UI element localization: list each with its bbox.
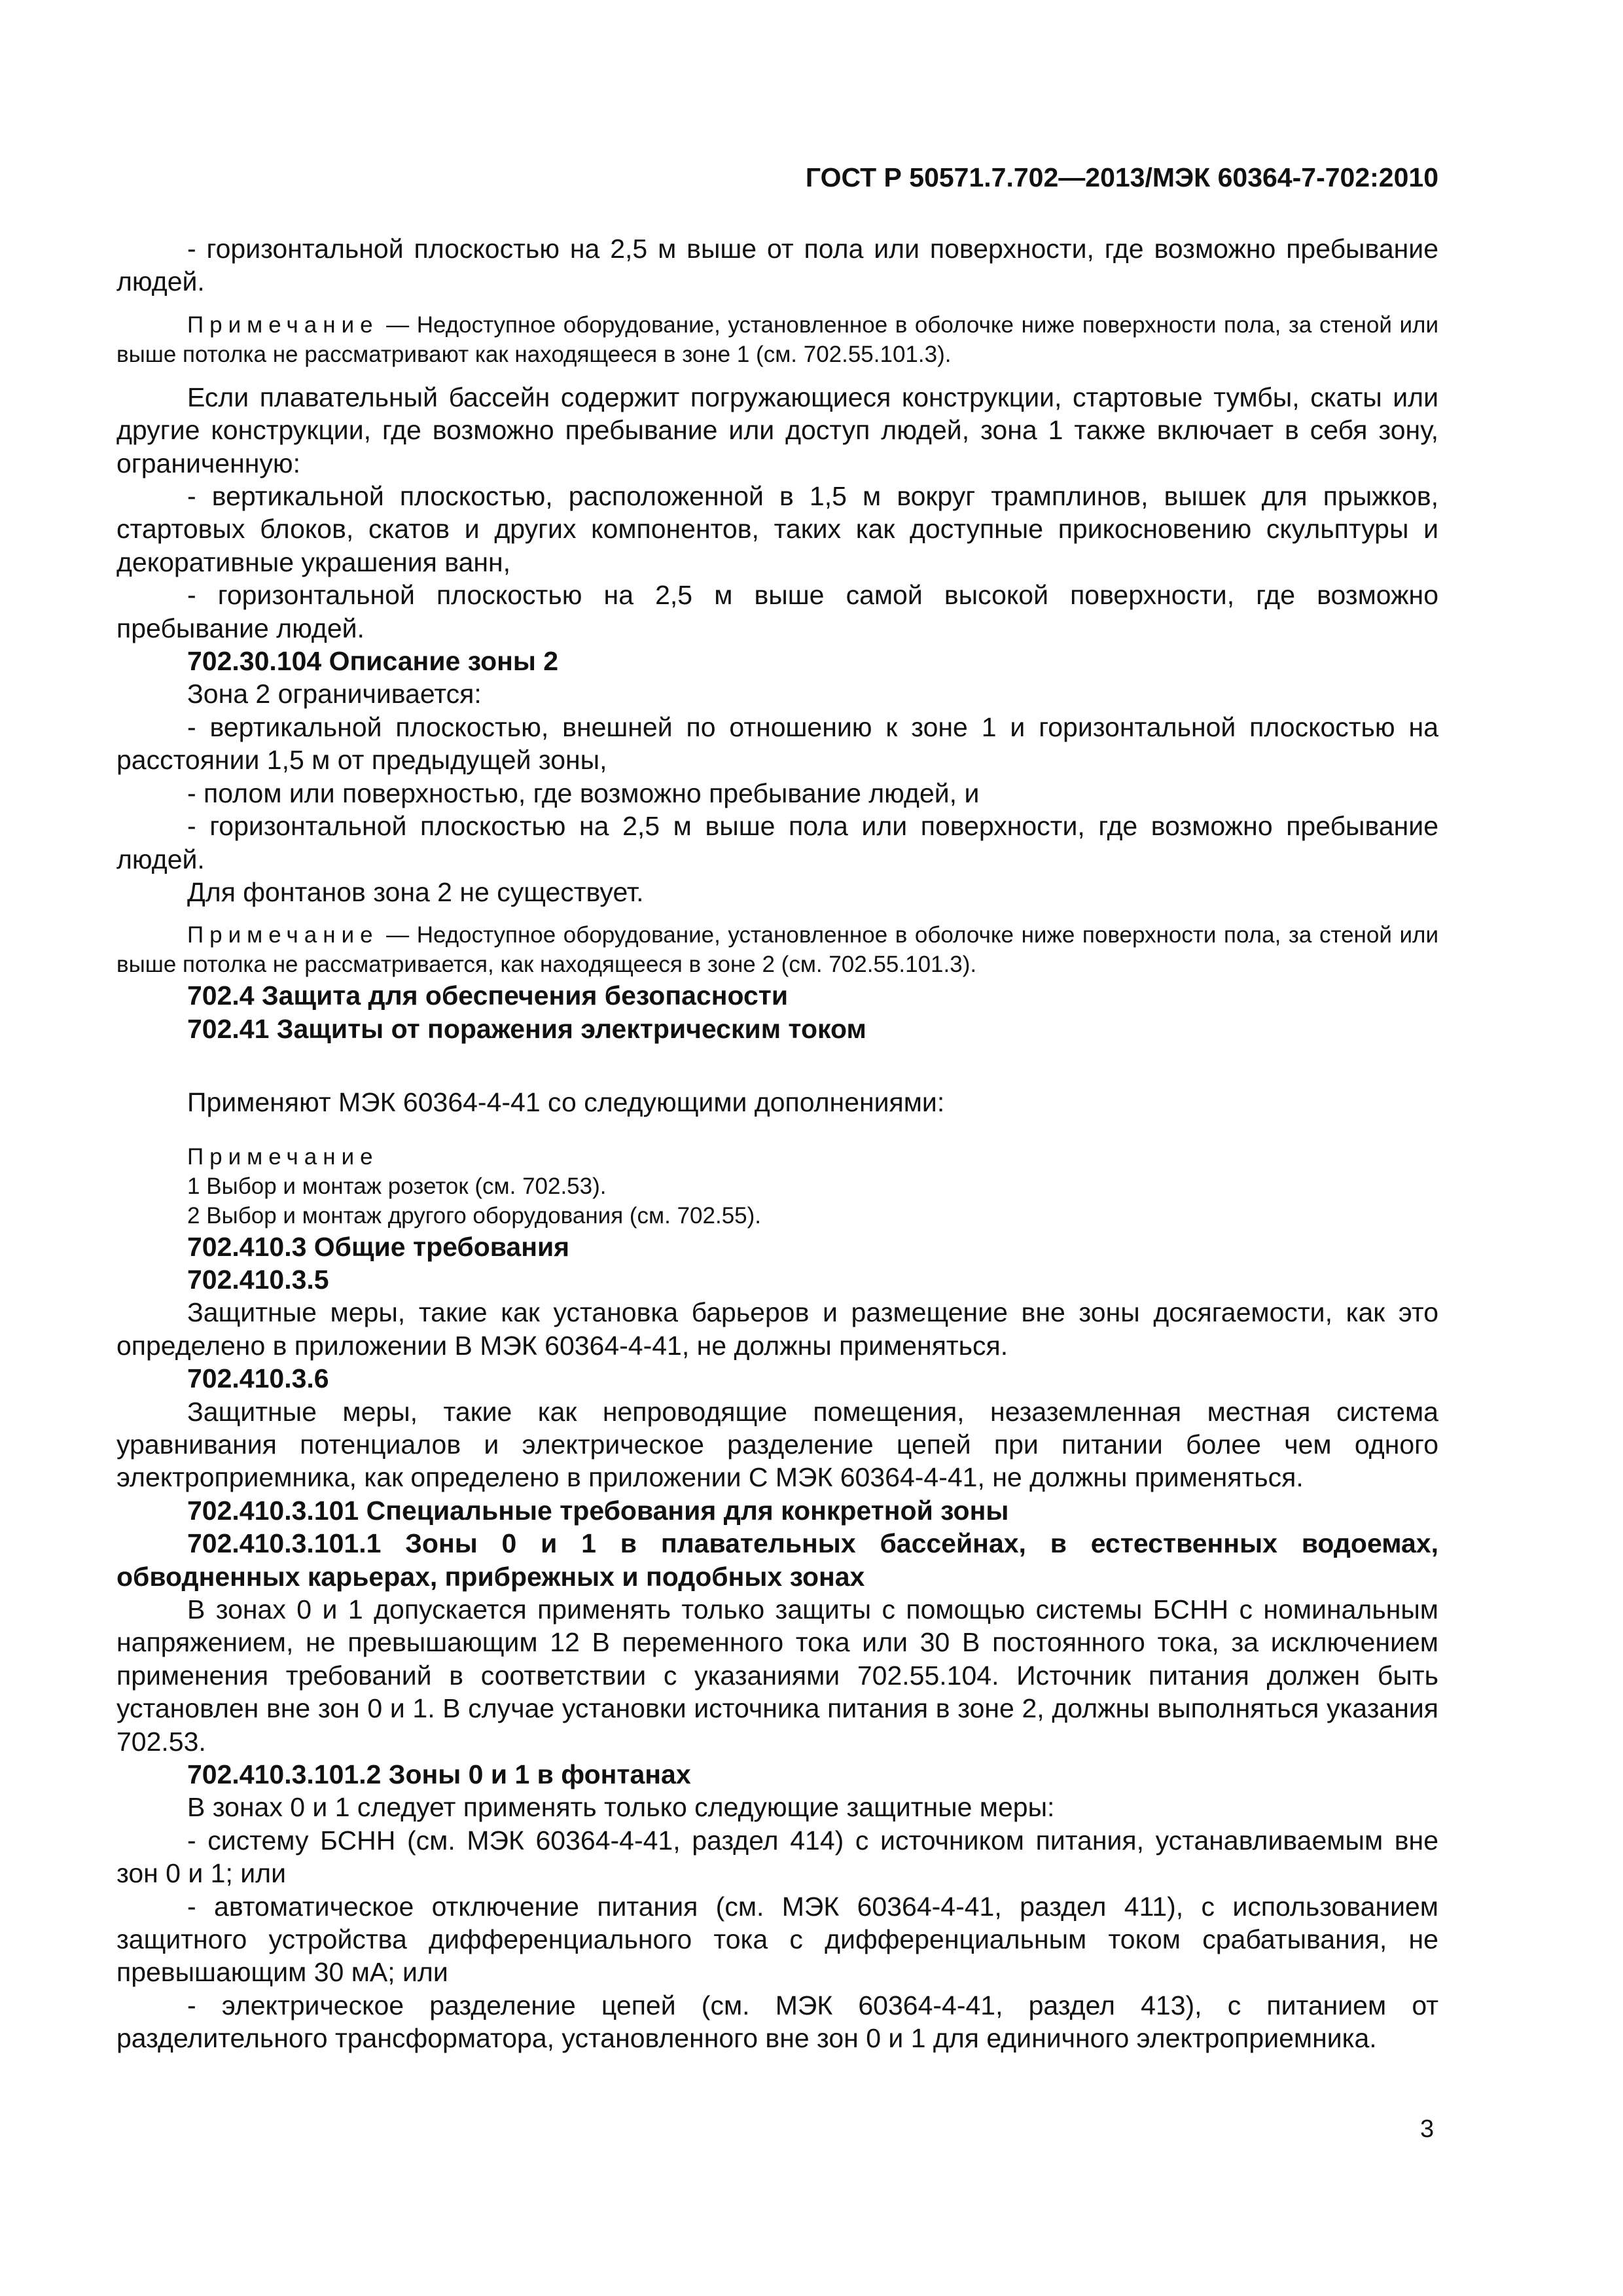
- list-item: - электрическое разделение цепей (см. МЭК 60364-4-41, раздел 413), с питанием от разделительного трансформатора, установленного вне зон 0 и 1 для единичного электроприемника.: [116, 1990, 1438, 2054]
- paragraph: Защитные меры, такие как непроводящие помещения, незаземленная местная система уравнивания потенциалов и электрическое разделение цепей при питании более чем одного электроприемника, как определено в приложении С МЭК 60364-4-41, не должны применяться.: [116, 1396, 1438, 1493]
- section-heading: 702.410.3.6: [187, 1363, 329, 1394]
- list-item: - горизонтальной плоскостью на 2,5 м выше самой высокой поверхности, где возможно пребывание людей.: [116, 580, 1438, 643]
- list-item: - горизонтальной плоскостью на 2,5 м выше пола или поверхности, где возможно пребывание людей.: [116, 811, 1438, 874]
- note-label-text: Примечание: [187, 1143, 379, 1170]
- note-item: 1 Выбор и монтаж розеток (см. 702.53).: [187, 1173, 607, 1199]
- note: [116, 310, 1438, 369]
- list-item: - автоматическое отключение питания (см. МЭК 60364-4-41, раздел 411), с использованием защитного устройства дифференциального тока с дифференциальным током срабатывания, не превышающим 30 мА; или: [116, 1891, 1438, 1988]
- paragraph: Для фонтанов зона 2 не существует.: [187, 876, 644, 907]
- section-heading: 702.410.3.101.2 Зоны 0 и 1 в фонтанах: [187, 1759, 691, 1790]
- paragraph: Применяют МЭК 60364-4-41 со следующими дополнениями:: [187, 1087, 945, 1118]
- section-heading: 702.410.3.5: [187, 1264, 329, 1295]
- note-label: Примечание: [187, 922, 379, 948]
- section-heading: 702.410.3.101 Специальные требования для конкретной зоны: [187, 1495, 1009, 1526]
- note-label: Примечание: [187, 312, 379, 338]
- paragraph: - горизонтальной плоскостью на 2,5 м выше от пола или поверхности, где возможно пребывание людей.: [116, 234, 1438, 297]
- paragraph: В зонах 0 и 1 следует применять только следующие защитные меры:: [187, 1792, 1055, 1823]
- list-item: - полом или поверхностью, где возможно пребывание людей, и: [187, 778, 980, 808]
- paragraph: Защитные меры, такие как установка барьеров и размещение вне зоны досягаемости, как это определено в приложении В МЭК 60364-4-41, не должны применяться.: [116, 1297, 1438, 1361]
- note: [116, 920, 1438, 979]
- list-item: - систему БСНН (см. МЭК 60364-4-41, раздел 414) с источником питания, устанавливаемым вне зон 0 и 1; или: [116, 1825, 1438, 1889]
- list-item: - вертикальной плоскостью, внешней по отношению к зоне 1 и горизонтальной плоскостью на расстоянии 1,5 м от предыдущей зоны,: [116, 711, 1438, 776]
- section-heading: 702.410.3 Общие требования: [187, 1231, 570, 1262]
- list-item: - вертикальной плоскостью, расположенной в 1,5 м вокруг трамплинов, вышек для прыжков, стартовых блоков, скатов и других компонентов, таких как доступные прикосновению скульптуры и декоративные украшения ванн,: [116, 481, 1438, 577]
- note-label: [116, 1142, 1438, 1172]
- paragraph: В зонах 0 и 1 допускается применять только защиты с помощью системы БСНН с номинальным напряжением, не превышающим 12 В переменного тока или 30 В постоянного тока, за исключением применения требований в соответствии с указаниями 702.55.104. Источник питания должен быть установлен вне зон 0 и 1. В случае установки источника питания в зоне 2, должны выполняться указания 702.53.: [116, 1594, 1438, 1757]
- note-text: — Недоступное оборудование, установленное в оболочке ниже поверхности пола, за стеной или выше потолка не рассматривают как находящееся в зоне 1 (см. 702.55.101.3).: [116, 312, 1438, 367]
- paragraph: Зона 2 ограничивается:: [187, 679, 482, 709]
- document-header: ГОСТ Р 50571.7.702—2013/МЭК 60364-7-702:2010: [805, 162, 1438, 192]
- section-heading: 702.410.3.101.1 Зоны 0 и 1 в плавательных бассейнах, в естественных водоемах, обводненных карьерах, прибрежных и подобных зонах: [116, 1528, 1438, 1592]
- paragraph: Если плавательный бассейн содержит погружающиеся конструкции, стартовые тумбы, скаты или другие конструкции, где возможно пребывание или доступ людей, зона 1 также включает в себя зону, ограниченную:: [116, 382, 1438, 478]
- note-text: — Недоступное оборудование, установленное в оболочке ниже поверхности пола, за стеной или выше потолка не рассматривается, как находящееся в зоне 2 (см. 702.55.101.3).: [116, 922, 1438, 978]
- document-body: [116, 232, 1438, 2055]
- page-number: 3: [1420, 2115, 1435, 2143]
- section-heading: 702.4 Защита для обеспечения безопасности: [187, 980, 789, 1011]
- section-heading: 702.41 Защиты от поражения электрическим током: [187, 1013, 866, 1044]
- section-heading: 702.30.104 Описание зоны 2: [187, 646, 559, 677]
- note-item: 2 Выбор и монтаж другого оборудования (см. 702.55).: [187, 1202, 761, 1229]
